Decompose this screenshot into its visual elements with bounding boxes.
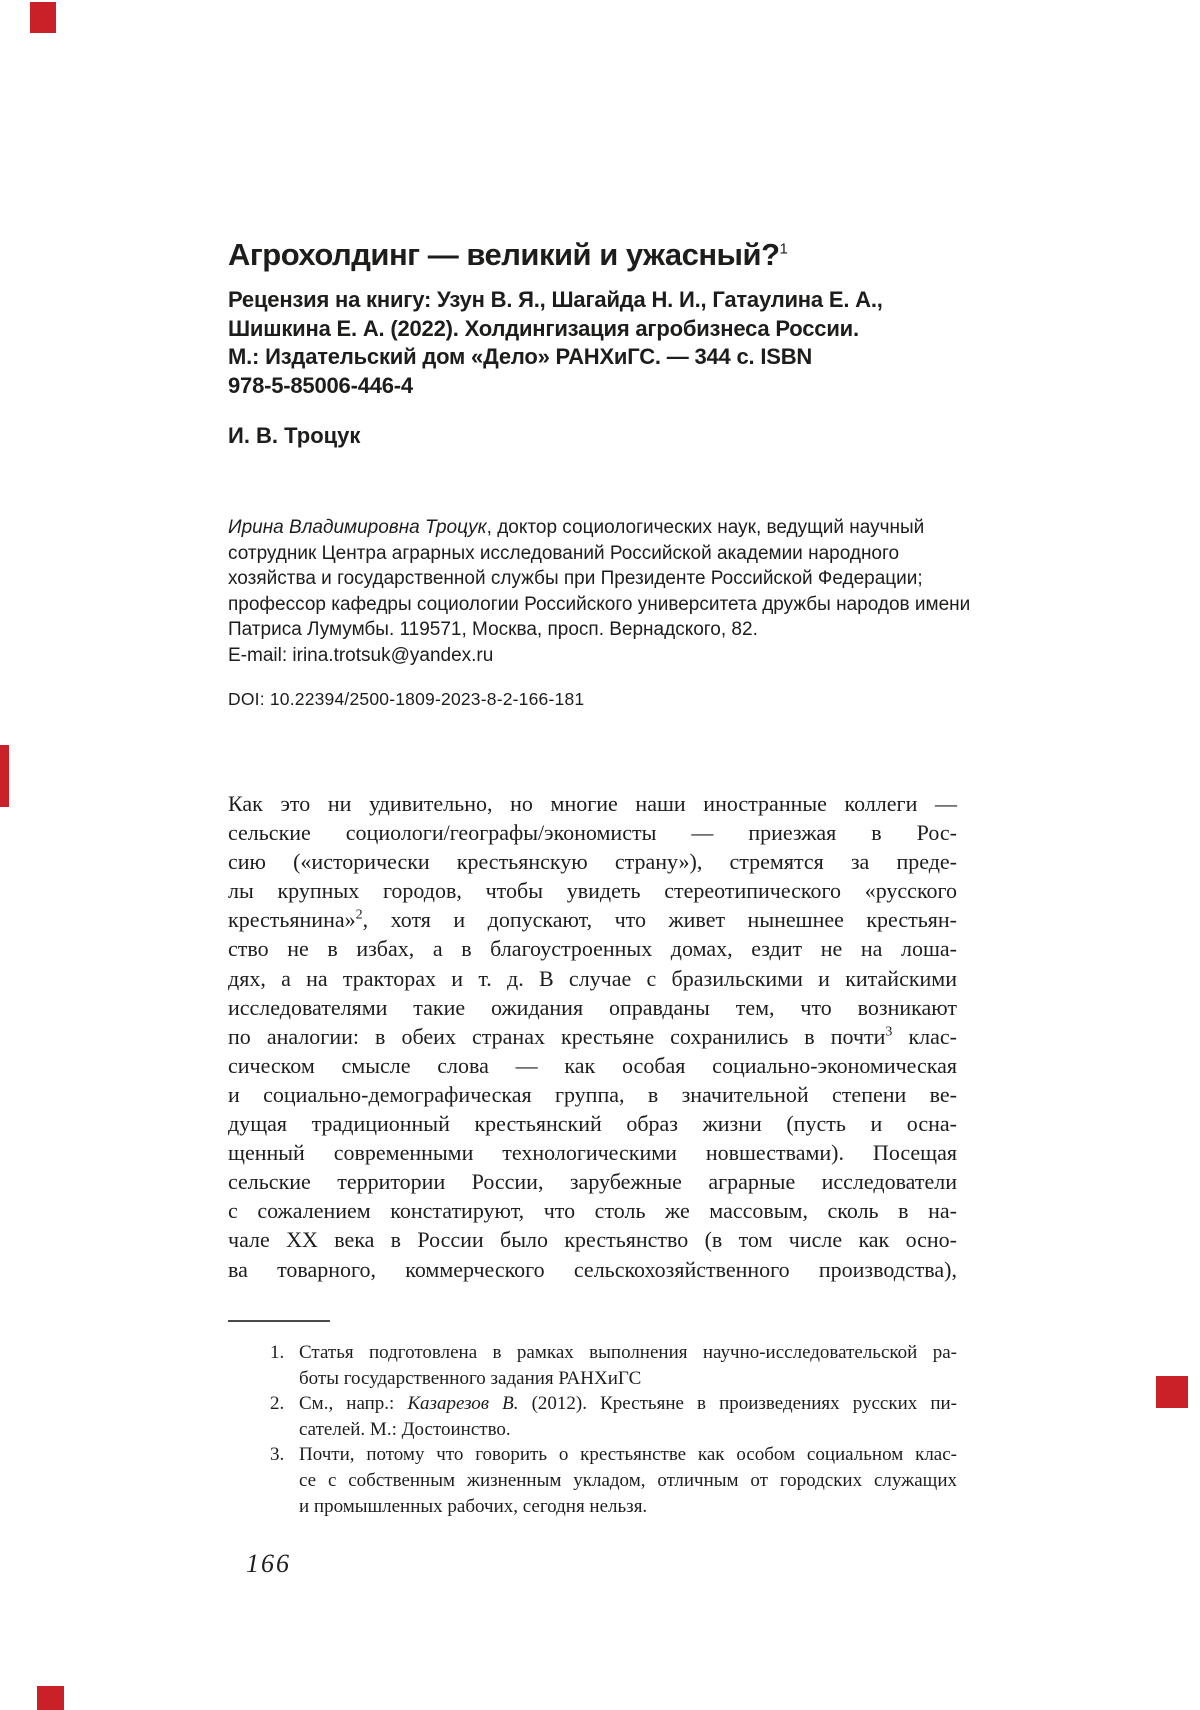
text-segment: сельские территории России, зарубежные аграрные исследователи [228, 1169, 957, 1195]
text-segment: сателей. М.: Достоинство. [299, 1418, 511, 1440]
body-text-line [228, 934, 957, 963]
body-text-line [228, 818, 957, 847]
footnote-separator-rule [228, 1320, 330, 1322]
affiliation-line [228, 515, 1018, 541]
text-segment: Рецензия на книгу: Узун В. Я., Шагайда Н. И., Гатаулина Е. А., [228, 287, 883, 312]
text-segment: сотрудник Центра аграрных исследований Российской академии народного [228, 542, 900, 564]
body-text-line [228, 1080, 957, 1109]
body-text-line [228, 1167, 957, 1196]
footnote-ref: 2 [355, 908, 363, 924]
body-text-line [228, 964, 957, 993]
footnote-ref: 3 [885, 1024, 893, 1040]
footnote-line [270, 1366, 957, 1392]
text-segment: , хотя и допускают, что живет нынешнее крестьян- [362, 907, 957, 933]
body-text-line [228, 847, 957, 876]
body-text-line [228, 993, 957, 1022]
affiliation-line [228, 541, 1018, 567]
text-segment: См., напр.: [299, 1393, 408, 1415]
text-segment: (2012). Крестьяне в произведениях русских пи- [518, 1393, 958, 1415]
red-edge-marker-left [0, 745, 9, 807]
body-text-line [228, 1022, 957, 1051]
body-text-line [228, 1051, 957, 1080]
red-edge-marker-bottom-right [1156, 1376, 1188, 1408]
body-text-line [228, 905, 957, 934]
footnote-line [270, 1391, 957, 1417]
text-segment: профессор кафедры социологии Российского университета дружбы народов имени [228, 593, 971, 615]
text-segment: , доктор социологических наук, ведущий научный [486, 517, 925, 538]
article-title [228, 238, 988, 271]
text-segment: чале XX века в России было крестьянство (в том числе как осно- [228, 1227, 957, 1253]
red-edge-marker-top-left [30, 2, 56, 33]
article-title-line [228, 238, 988, 271]
text-segment: Казарезов В. [407, 1393, 519, 1415]
author-affiliation [228, 515, 1018, 668]
text-segment: Агрохолдинг — великий и ужасный? [228, 237, 780, 272]
text-segment: с сожалением констатируют, что столь же массовым, сколь в на- [228, 1198, 957, 1224]
footnote-line [270, 1417, 957, 1443]
body-text-line [228, 1255, 957, 1284]
body-paragraph [228, 789, 957, 1284]
article-subtitle-book-reference [228, 286, 988, 401]
text-segment: E-mail: irina.trotsuk@yandex.ru [228, 644, 494, 666]
page-number: 166 [246, 1549, 291, 1578]
author-name: И. В. Троцук [228, 423, 361, 448]
affiliation-line [228, 643, 1018, 669]
body-text-line [228, 1196, 957, 1225]
footnote-number: 3. [270, 1444, 285, 1466]
body-text-line [228, 876, 957, 905]
text-segment: крестьянина» [228, 907, 356, 933]
red-edge-marker-bottom-left [37, 1686, 64, 1710]
doi-line: DOI: 10.22394/2500-1809-2023-8-2-166-181 [228, 689, 585, 709]
text-segment: ва товарного, коммерческого сельскохозяйственного производства), [228, 1256, 957, 1282]
subtitle-line [228, 343, 988, 372]
text-segment: Как это ни удивительно, но многие наши иностранные коллеги — [228, 791, 957, 816]
body-text-line [228, 1138, 957, 1167]
text-segment: сию («исторически крестьянскую страну»), стремятся за преде- [228, 849, 957, 875]
text-segment: исследователями такие ожидания оправданы тем, что возникают [228, 994, 957, 1020]
body-text-line [228, 1109, 957, 1138]
body-text-line [228, 789, 957, 818]
footnotes [270, 1340, 957, 1519]
text-segment: се с собственным жизненным укладом, отличным от городских служащих [299, 1469, 957, 1491]
text-segment: дях, а на тракторах и т. д. В случае с бразильскими и китайскими [228, 965, 957, 991]
text-segment: сельские социологи/географы/экономисты — приезжая в Рос- [228, 820, 957, 846]
body-text-line [228, 1225, 957, 1254]
subtitle-line [228, 372, 988, 401]
text-segment: дущая традиционный крестьянский образ жизни (пусть и осна- [228, 1111, 957, 1137]
text-segment: Ирина Владимировна Троцук [228, 517, 487, 538]
text-segment: лы крупных городов, чтобы увидеть стереотипического «русского [228, 878, 957, 904]
footnote-line [270, 1340, 957, 1366]
subtitle-line [228, 286, 988, 315]
affiliation-line [228, 592, 1018, 618]
subtitle-line [228, 315, 988, 344]
footnote-line [270, 1494, 957, 1520]
footnote-number: 1. [270, 1342, 285, 1363]
affiliation-line [228, 566, 1018, 592]
text-segment: щенный современными технологическими новшествами). Посещая [228, 1140, 957, 1166]
footnote-line [270, 1442, 957, 1468]
text-segment: сическом смысле слова — как особая социально-экономическая [228, 1052, 957, 1078]
text-segment: боты государственного задания РАНХиГС [299, 1367, 642, 1389]
text-segment: Статья подготовлена в рамках выполнения научно-исследовательской ра- [299, 1342, 957, 1363]
text-segment: хозяйства и государственной службы при Президенте Российской Федерации; [228, 568, 923, 589]
text-segment: Шишкина Е. А. (2022). Холдингизация агробизнеса России. [228, 315, 859, 341]
text-segment: Патриса Лумумбы. 119571, Москва, просп. Вернадского, 82. [228, 619, 758, 640]
text-segment: клас- [892, 1023, 957, 1049]
footnote-ref: 1 [779, 240, 788, 258]
text-segment: по аналогии: в обеих странах крестьяне сохранились в почти [228, 1023, 886, 1049]
footnote-line [270, 1468, 957, 1494]
text-segment: ство не в избах, а в благоустроенных домах, ездит не на лоша- [228, 936, 957, 962]
text-segment: Почти, потому что говорить о крестьянстве как особом социальном клас- [299, 1444, 957, 1466]
text-segment: М.: Издательский дом «Дело» РАНХиГС. — 344 с. ISBN [228, 344, 813, 370]
text-segment: и социально-демографическая группа, в значительной степени ве- [228, 1081, 957, 1107]
text-segment: 978-5-85006-446-4 [228, 373, 413, 399]
text-segment: и промышленных рабочих, сегодня нельзя. [299, 1495, 648, 1517]
affiliation-line [228, 617, 1018, 643]
footnote-number: 2. [270, 1393, 285, 1415]
